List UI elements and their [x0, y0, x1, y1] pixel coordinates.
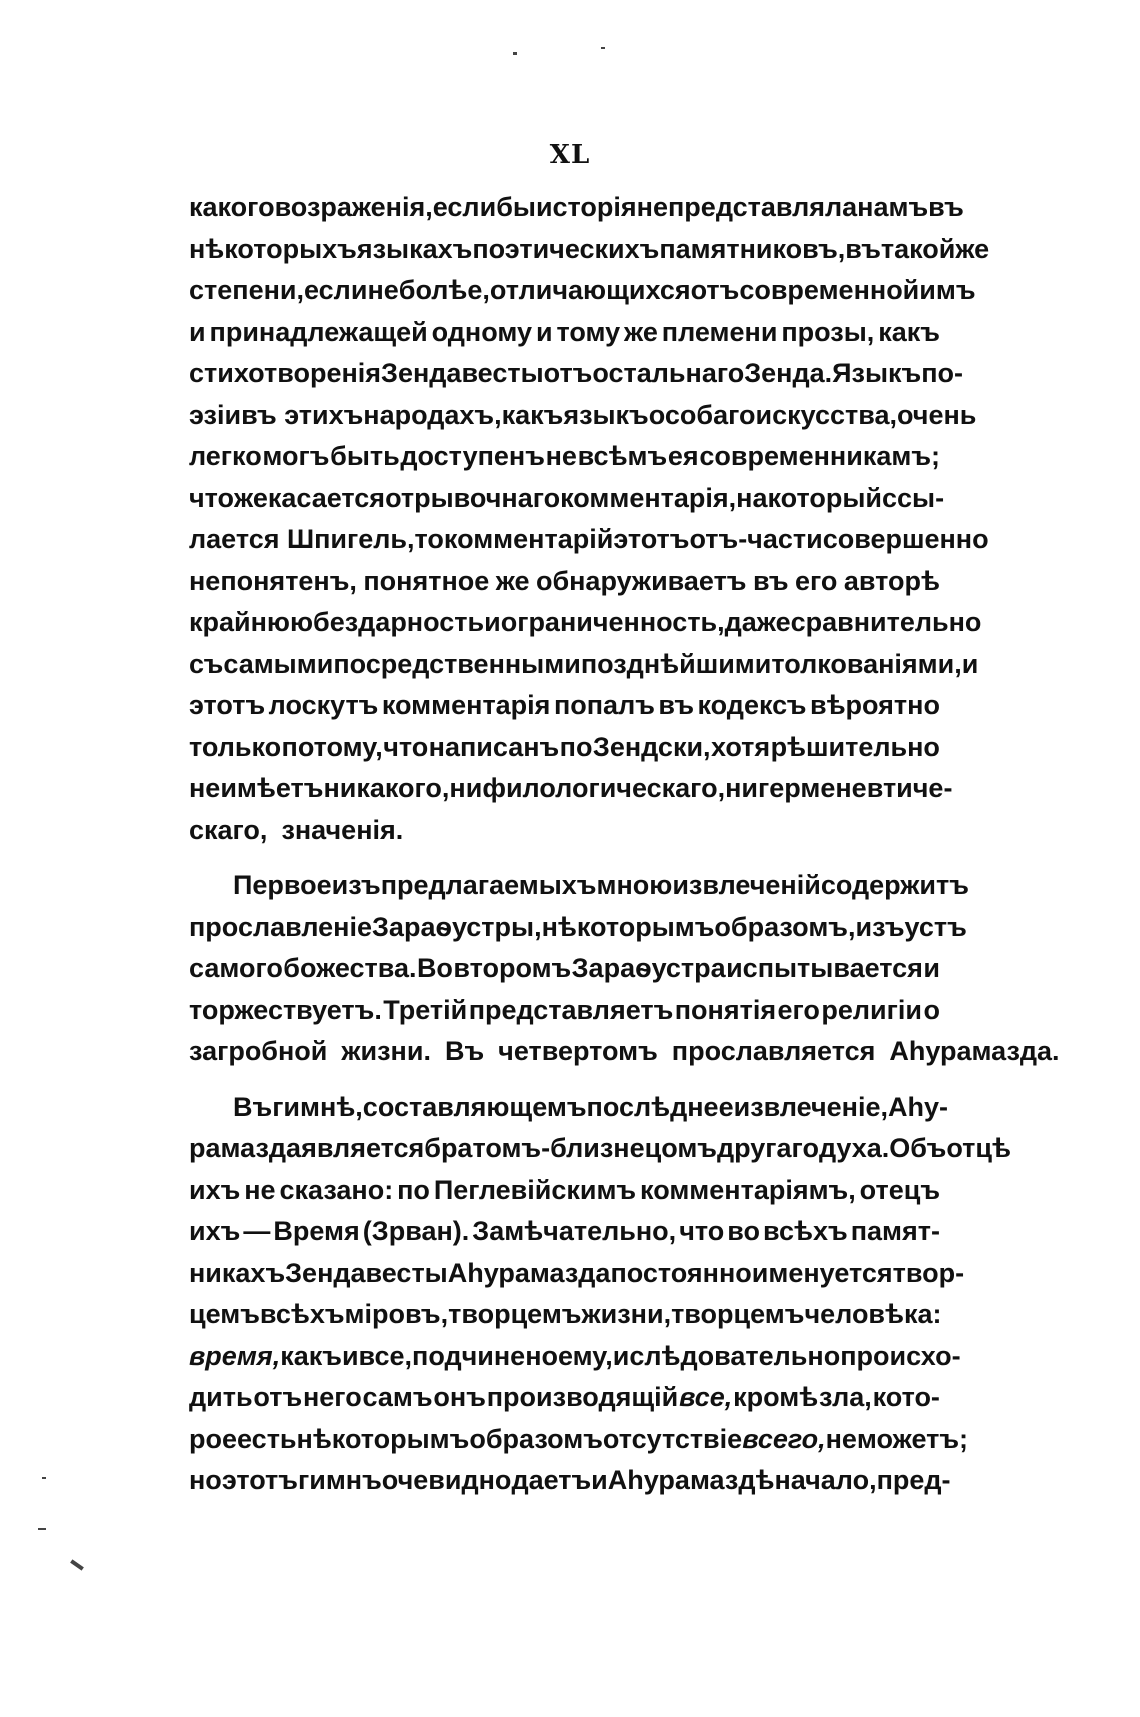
word: комментарія, [560, 482, 737, 513]
word: дить [189, 1382, 253, 1412]
text-line [189, 1170, 940, 1212]
word: значенія. [281, 814, 404, 845]
word: кото- [872, 1382, 940, 1412]
word: нѣкоторымъ [296, 1423, 470, 1454]
word: этотъ [189, 690, 266, 720]
word: доступенъ [400, 441, 545, 471]
word: посредственными [333, 648, 581, 679]
word: намъ [857, 192, 929, 222]
word: легко [189, 441, 262, 471]
text-line [189, 561, 940, 603]
text-line [189, 395, 977, 437]
word: Аһурамазда [447, 1257, 611, 1288]
word: комментарія [381, 690, 551, 720]
text-line [189, 1460, 951, 1502]
word: Въ [444, 1036, 485, 1066]
word: принадлежащей [209, 316, 428, 347]
word: духа. [818, 1133, 890, 1163]
word: касается [267, 482, 386, 513]
word: гимнъ [297, 1465, 382, 1495]
word: ихъ [189, 1174, 241, 1205]
text-line [189, 990, 940, 1032]
word: братомъ-близнецомъ [424, 1133, 717, 1163]
page-number: XL [549, 140, 591, 170]
word: прославленіе [189, 911, 373, 942]
word: же [624, 316, 658, 347]
word: и [612, 1340, 630, 1371]
word: бездарность [313, 607, 485, 637]
word: въ [928, 192, 964, 222]
word: всѣмъ [577, 441, 668, 471]
word: всего, [742, 1423, 826, 1454]
text-line [189, 312, 940, 354]
word: понятное [363, 565, 490, 596]
word: все, [358, 1340, 413, 1371]
word: религіи [821, 994, 922, 1025]
word: который [767, 482, 882, 513]
word: современной [739, 275, 920, 305]
word: сказано: [279, 1174, 394, 1205]
word: только [189, 731, 282, 762]
word: торжествуетъ. [189, 994, 382, 1025]
word: въ этихъ [241, 399, 364, 430]
word: всѣхъ [763, 1216, 848, 1246]
scan-mark [38, 1528, 46, 1530]
word: по [559, 731, 593, 762]
word: Во [416, 953, 453, 983]
word: о [923, 994, 940, 1025]
word: не [636, 192, 668, 222]
text-line [189, 436, 940, 478]
word: даже [724, 607, 791, 637]
word: въ [752, 565, 789, 596]
word: кодексъ [697, 690, 807, 720]
word: четвертомъ [498, 1036, 658, 1066]
word: обнаруживаетъ [535, 565, 747, 596]
word: лоскутъ [268, 690, 379, 720]
word: производящій [486, 1382, 679, 1412]
word: не [545, 441, 577, 471]
scan-mark [513, 52, 517, 55]
word: даетъ [511, 1465, 592, 1495]
word: образомъ [469, 1423, 603, 1454]
word: жизни. [341, 1036, 431, 1066]
word: поэтическихъ [472, 233, 660, 264]
word: ни [449, 773, 483, 803]
word: происхо- [840, 1340, 961, 1371]
word: есть [237, 1423, 297, 1454]
text-line [189, 727, 940, 769]
word: на [736, 482, 768, 513]
word: болѣе, [398, 275, 490, 305]
word: народахъ, [363, 399, 502, 430]
word: и [484, 607, 501, 637]
word: стихотворенія [189, 358, 382, 388]
scan-mark [42, 1477, 46, 1479]
word: все, [679, 1382, 733, 1412]
word: тому [556, 316, 621, 347]
word: сравнительно [790, 607, 982, 637]
text-line [189, 1336, 961, 1378]
word: языкахъ [356, 233, 473, 264]
word: бы [496, 192, 536, 222]
paragraph-gap [189, 1073, 940, 1087]
word: Зендавесты [381, 358, 544, 388]
word: непонятенъ, [189, 565, 357, 596]
word: же [234, 482, 268, 513]
word: отцѣ [946, 1133, 1011, 1163]
word: пред- [876, 1465, 951, 1495]
word: исторія [535, 192, 637, 222]
text-line [189, 187, 964, 229]
word: него [302, 1382, 362, 1412]
word: же [955, 233, 990, 264]
word: такой [880, 233, 956, 264]
word: отъ [543, 358, 593, 388]
word: Зендски, [592, 731, 711, 762]
word: прославляется [671, 1036, 876, 1066]
word: ни [725, 773, 758, 803]
word: то [414, 524, 444, 554]
word: подчинено [412, 1340, 558, 1371]
word: во [727, 1216, 761, 1246]
text-line [189, 1253, 965, 1295]
word: же [495, 565, 530, 596]
word: позднѣйшими [580, 648, 772, 679]
word: современникамъ; [699, 441, 940, 471]
word: ссы- [882, 482, 945, 513]
word: самыми [223, 648, 334, 679]
word: если [432, 192, 497, 222]
word: представляетъ [468, 994, 674, 1025]
word: написанъ [428, 731, 560, 762]
word: комментарій [443, 524, 614, 554]
word: гимнѣ, [272, 1091, 363, 1122]
word: Первое [233, 870, 332, 900]
word: по [397, 1174, 430, 1205]
text-line [189, 519, 989, 561]
word: съ [189, 648, 224, 679]
word: Зараѳустра [571, 953, 726, 983]
word: слѣдовательно [629, 1340, 841, 1371]
word: мною [596, 870, 673, 900]
word: самого [189, 953, 283, 983]
word: его [794, 565, 838, 596]
word: Время [273, 1216, 360, 1246]
text-line [189, 1087, 949, 1129]
text-line [189, 602, 982, 644]
word: божества. [283, 953, 417, 983]
word: хотя [710, 731, 771, 762]
word: но [189, 1465, 222, 1495]
word: его [777, 994, 820, 1025]
word: скаго, [189, 814, 268, 845]
word: крайнюю [189, 607, 314, 637]
word: онъ [433, 1382, 486, 1412]
word: творцемъ [671, 1299, 805, 1329]
word: языкъ [563, 399, 649, 430]
word: комментаріямъ, [640, 1174, 856, 1205]
word: творцемъ [448, 1299, 582, 1329]
word: въ [845, 233, 881, 264]
word: и [923, 953, 940, 983]
word: Пеглевійскимъ [433, 1174, 637, 1205]
word: что [383, 731, 429, 762]
word: другаго [717, 1133, 819, 1163]
word: Зендавесты [285, 1257, 448, 1288]
word: отрывочнаго [385, 482, 561, 513]
word: составляющемъ [362, 1091, 587, 1122]
word: филологическаго, [482, 773, 726, 803]
word: какъ [501, 399, 564, 430]
word: Аһурамазда. [889, 1036, 1060, 1066]
word: — [243, 1216, 271, 1246]
word: Аһу- [888, 1091, 949, 1122]
word: могъ [262, 441, 330, 471]
word: и [189, 316, 206, 347]
word: если [304, 275, 368, 305]
word: понятія [674, 994, 777, 1025]
word: и [961, 648, 979, 679]
word: міровъ, [344, 1299, 449, 1329]
word: отъ-части [689, 524, 823, 554]
word: кромѣ [733, 1382, 819, 1412]
word: очевидно [381, 1465, 512, 1495]
word: искусства, [755, 399, 897, 430]
paragraph [189, 1087, 1011, 1502]
word: изъ [331, 870, 381, 900]
text-line [189, 1211, 940, 1253]
word: начало, [774, 1465, 877, 1495]
scan-mark [601, 47, 605, 49]
word: загробной [189, 1036, 328, 1066]
word: отличающихся [489, 275, 691, 305]
word: и [535, 316, 553, 347]
word: не [189, 773, 221, 803]
word: человѣка: [804, 1299, 942, 1329]
word: и [591, 1465, 608, 1495]
word: Языкъ [832, 358, 922, 388]
word: рое [189, 1423, 238, 1454]
word: никакого, [323, 773, 450, 803]
word: извлеченіе, [733, 1091, 889, 1122]
text-line [189, 1294, 940, 1336]
word: этотъ [613, 524, 690, 554]
paragraph-gap [189, 851, 940, 865]
word: прозы, [781, 316, 875, 347]
word: нѣкоторыхъ [189, 233, 357, 264]
paragraph [189, 187, 990, 851]
word: зла, [819, 1382, 872, 1412]
word: отсутствіе [602, 1423, 743, 1454]
word: самъ [362, 1382, 433, 1412]
word: отъ [253, 1382, 303, 1412]
word: ея [667, 441, 699, 471]
word: устъ [904, 911, 967, 942]
word: ему, [558, 1340, 613, 1371]
word: является [301, 1133, 425, 1163]
text-line [189, 478, 945, 520]
word: герменевтиче- [757, 773, 953, 803]
word: нѣкоторымъ [541, 911, 715, 942]
word: испытывается [726, 953, 923, 983]
word: отецъ [859, 1174, 940, 1205]
word: Зараѳустры, [372, 911, 542, 942]
word: предлагаемыхъ [380, 870, 597, 900]
word: Объ [889, 1133, 947, 1163]
word: возраженія, [274, 192, 433, 222]
body-text [189, 187, 1060, 1502]
word: памятниковъ, [659, 233, 846, 264]
word: степени, [189, 275, 304, 305]
word: вѣроятно [809, 690, 940, 720]
word: по- [921, 358, 964, 388]
word: толкованіями, [771, 648, 962, 679]
word: Третій [383, 994, 468, 1025]
text-line [189, 1377, 940, 1419]
word: ихъ [189, 1216, 241, 1246]
scan-mark [70, 1559, 84, 1570]
text-line [189, 865, 969, 907]
word: памят- [850, 1216, 940, 1246]
word: рамазда [189, 1133, 302, 1163]
word: можетъ; [856, 1423, 969, 1454]
word: твор- [892, 1257, 965, 1288]
word: какъ [280, 1340, 342, 1371]
word: лается Шпигель, [189, 524, 415, 554]
word: одному [431, 316, 533, 347]
word: представляла [668, 192, 858, 222]
word: быть [330, 441, 400, 471]
word: этотъ [221, 1465, 298, 1495]
text-line [189, 768, 953, 810]
word: содержитъ [820, 870, 969, 900]
word: не [244, 1174, 276, 1205]
word: что [189, 482, 235, 513]
word: какого [189, 192, 275, 222]
word: остальнаго [592, 358, 745, 388]
word: особаго [648, 399, 756, 430]
word: отъ [690, 275, 740, 305]
word: въ [658, 690, 695, 720]
word: совершенно [822, 524, 989, 554]
word: попалъ [553, 690, 655, 720]
text-line [189, 644, 979, 686]
word: Въ [233, 1091, 273, 1122]
text-line [189, 229, 990, 271]
word: имъ [919, 275, 976, 305]
word: очень [896, 399, 977, 430]
word: образомъ, [714, 911, 856, 942]
word: постоянно [610, 1257, 752, 1288]
text-line [189, 810, 940, 852]
word: не [825, 1423, 857, 1454]
word: и [341, 1340, 359, 1371]
text-line [189, 907, 967, 949]
word: никахъ [189, 1257, 286, 1288]
paragraph [189, 865, 1060, 1073]
text-line [189, 1128, 1011, 1170]
word: всѣхъ [259, 1299, 345, 1329]
word: что [679, 1216, 725, 1246]
word: потому, [281, 731, 383, 762]
word: эзіи [189, 399, 242, 430]
word: извлеченій [672, 870, 821, 900]
word: ограниченность, [500, 607, 725, 637]
word: какъ [878, 316, 940, 347]
word: племени [661, 316, 778, 347]
word: рѣшительно [770, 731, 940, 762]
word: цемъ [189, 1299, 260, 1329]
word: жизни, [581, 1299, 672, 1329]
text-line [189, 353, 964, 395]
word: имѣетъ [220, 773, 324, 803]
text-line [189, 1031, 1060, 1073]
word: Зенда. [744, 358, 833, 388]
text-line [189, 270, 976, 312]
text-line [189, 685, 940, 727]
text-line [189, 1419, 969, 1461]
word: второмъ [453, 953, 572, 983]
word: Замѣчательно, [472, 1216, 677, 1246]
word: именуется [751, 1257, 893, 1288]
word: послѣднее [586, 1091, 734, 1122]
word: не [367, 275, 399, 305]
word: (Зрван). [362, 1216, 470, 1246]
word: изъ [855, 911, 905, 942]
word: авторѣ [843, 565, 940, 596]
text-line [189, 948, 940, 990]
word: время, [189, 1340, 281, 1371]
word: Аһурамаздѣ [607, 1465, 775, 1495]
